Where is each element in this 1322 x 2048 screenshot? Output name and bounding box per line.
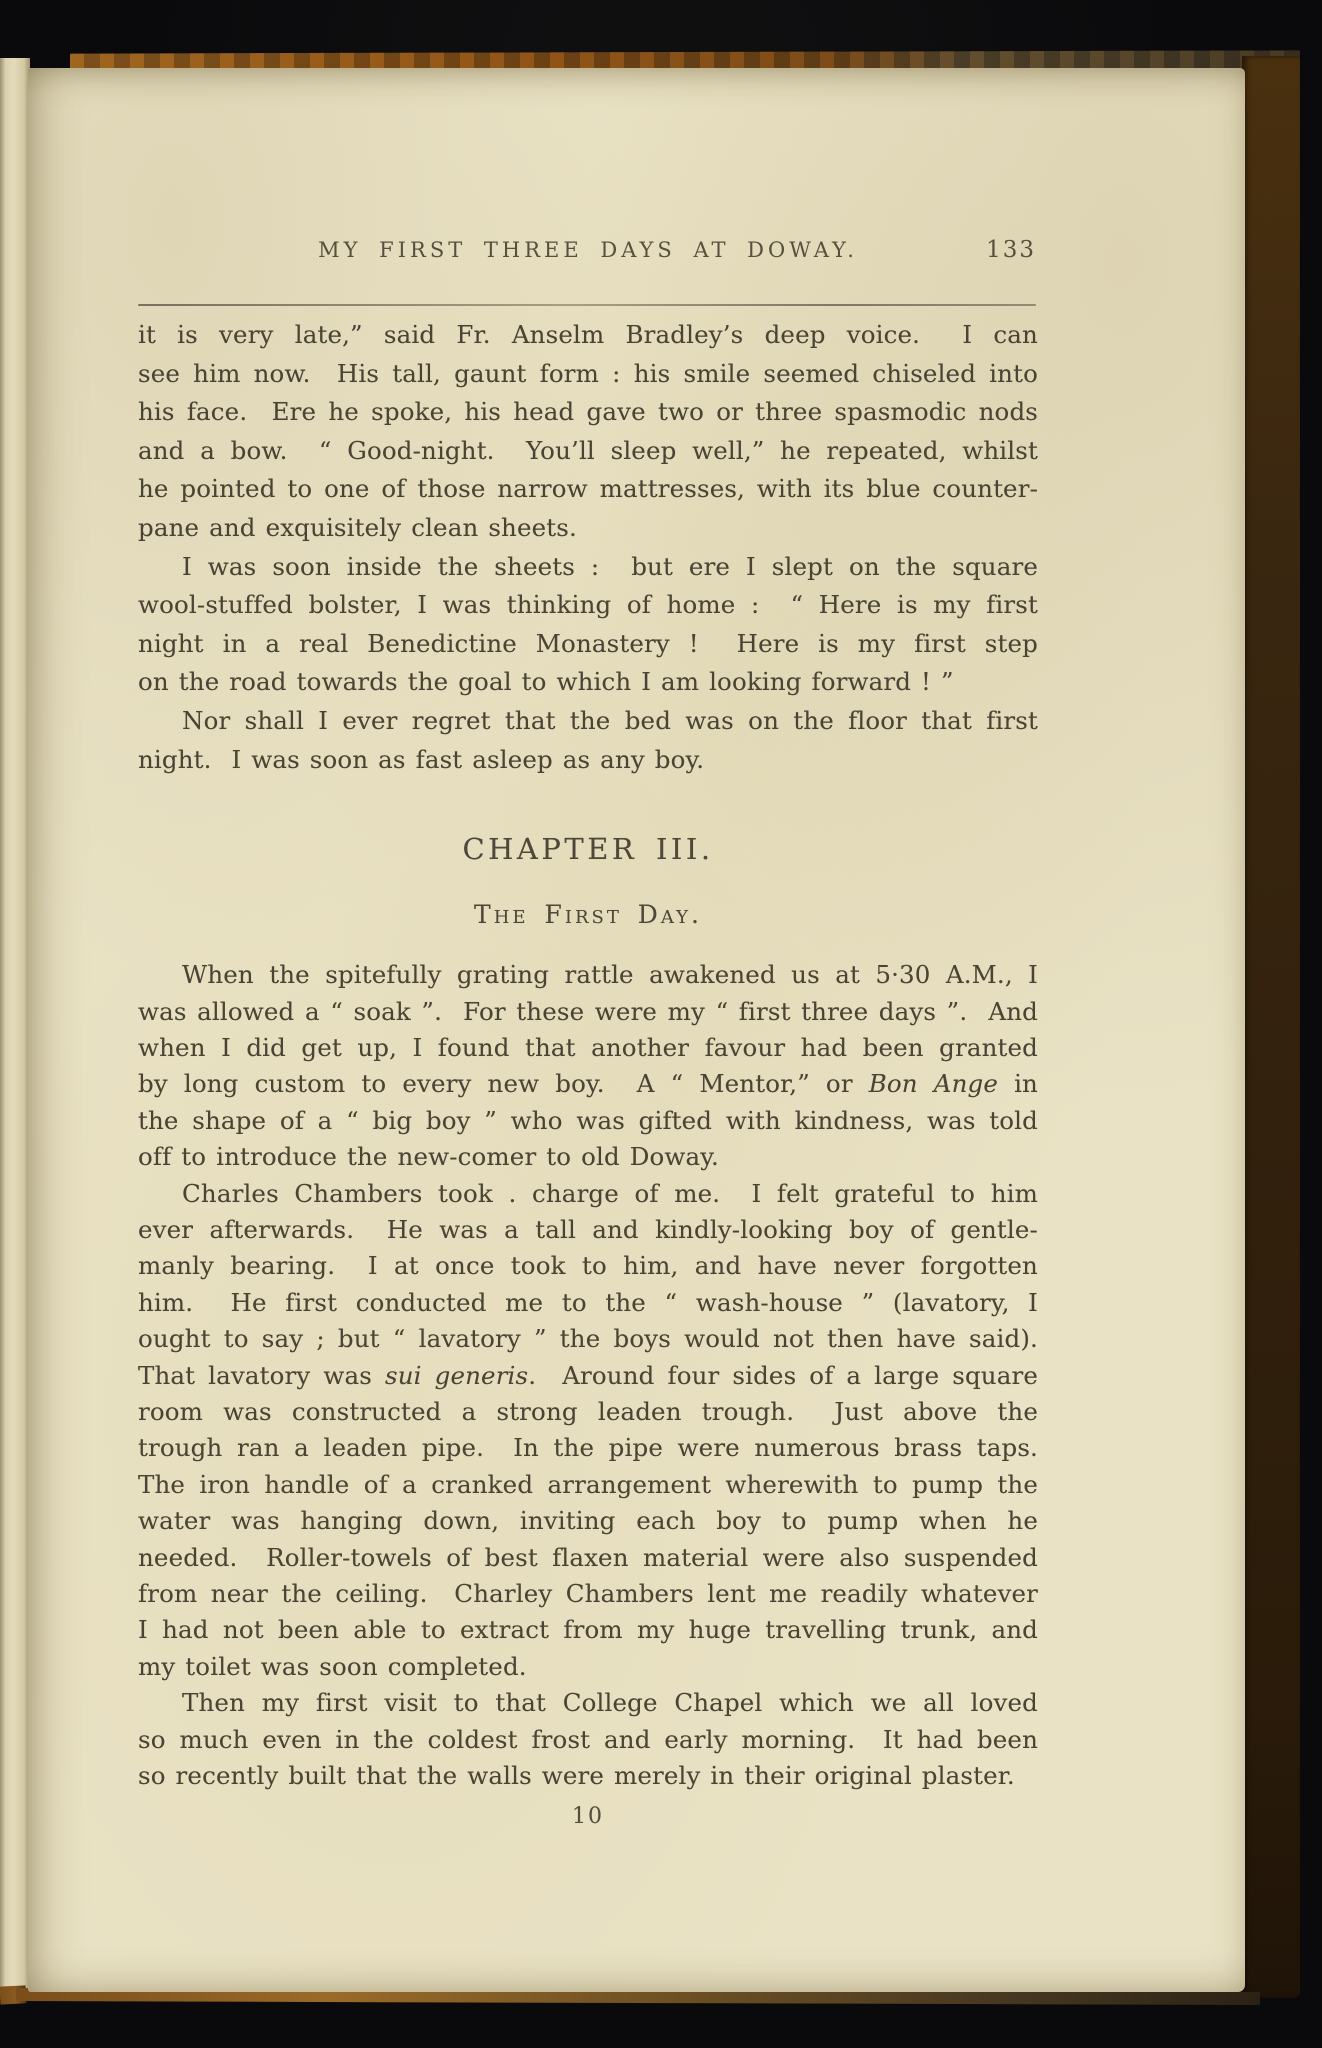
text-line: was allowed a “ soak ”. For these were my “ first three days ”. And (138, 996, 1038, 1026)
text-line: so much even in the coldest frost and early morning. It had been (138, 1724, 1038, 1754)
text-line: pane and exquisitely clean sheets. (138, 512, 577, 542)
text-line: from near the ceiling. Charley Chambers lent me readily whatever (138, 1579, 1038, 1609)
text-line: him. He first conducted me to the “ wash-house ” (lavatory, I (138, 1287, 1038, 1317)
paragraph (138, 702, 1038, 779)
running-header (138, 238, 1038, 262)
paragraph (138, 548, 1038, 702)
text-line: by long custom to every new boy. A “ Mentor,” or Bon Ange in (138, 1069, 1038, 1099)
page-stack-left-edge (0, 58, 30, 1996)
text-line: my toilet was soon completed. (138, 1651, 527, 1681)
text-line: off to introduce the new-comer to old Doway. (138, 1142, 719, 1172)
text-line: room was constructed a strong leaden trough. Just above the (138, 1397, 1038, 1426)
text-line: needed. Roller-towels of best flaxen material were also suspended (138, 1542, 1038, 1572)
text-line: night. I was soon as fast asleep as any boy. (138, 744, 705, 774)
paragraph (138, 1176, 1038, 1686)
running-title: MY FIRST THREE DAYS AT DOWAY. (318, 238, 858, 262)
text-line: I was soon inside the sheets : but ere I slept on the square (182, 551, 1038, 581)
signature: 10 (572, 1804, 604, 1830)
paragraph (138, 316, 1038, 548)
text-line: trough ran a leaden pipe. In the pipe were numerous brass taps. (138, 1433, 1038, 1463)
book-cover-right-edge (1242, 56, 1300, 1998)
text-line: when I did get up, I found that another favour had been granted (138, 1032, 1038, 1062)
text-block (138, 316, 1038, 1834)
paragraph (138, 1685, 1038, 1794)
text-line: I had not been able to extract from my huge travelling trunk, and (138, 1615, 1038, 1645)
text-line: The iron handle of a cranked arrangement wherewith to pump the (138, 1469, 1038, 1499)
text-line: manly bearing. I at once took to him, and have never forgotten (138, 1251, 1038, 1281)
page-number: 133 (986, 237, 1036, 263)
text-line: his face. Ere he spoke, his head gave two or three spasmodic nods (138, 397, 1038, 427)
paragraph (138, 957, 1038, 1175)
text-line: When the spitefully grating rattle awakened us at 5·30 A.M., I (182, 960, 1038, 990)
text-line: Charles Chambers took . charge of me. I felt grateful to him (182, 1178, 1038, 1208)
text-line: Then my first visit to that College Chapel which we all loved (182, 1688, 1038, 1718)
chapter-heading: CHAPTER III. (462, 832, 714, 867)
header-rule (138, 304, 1036, 306)
sub-heading: The First Day. (474, 900, 702, 930)
text-line: water was hanging down, inviting each boy to pump when he (138, 1506, 1038, 1536)
text-line: and a bow. “ Good-night. You’ll sleep well,” he repeated, whilst (138, 435, 1038, 465)
text-line: night in a real Benedictine Monastery ! Here is my first step (138, 628, 1038, 658)
text-line: so recently built that the walls were merely in their original plaster. (138, 1761, 1015, 1791)
text-line: ever afterwards. He was a tall and kindly-looking boy of gentle- (138, 1214, 1038, 1244)
text-line: ought to say ; but “ lavatory ” the boys would not then have said). (138, 1324, 1038, 1354)
text-line: see him now. His tall, gaunt form : his smile seemed chiseled into (138, 358, 1038, 388)
text-line: Nor shall I ever regret that the bed was on the floor that first (182, 705, 1038, 735)
book-page (28, 68, 1245, 1992)
text-line: it is very late,” said Fr. Anselm Bradley’s deep voice. I can (138, 320, 1038, 349)
text-line: That lavatory was sui generis. Around four sides of a large square (138, 1360, 1038, 1390)
text-line: on the road towards the goal to which I am looking forward ! ” (138, 667, 954, 697)
text-line: wool-stuffed bolster, I was thinking of home : “ Here is my first (138, 590, 1038, 620)
text-line: he pointed to one of those narrow mattresses, with its blue counter- (138, 474, 1038, 504)
text-line: the shape of a “ big boy ” who was gifted with kindness, was told (138, 1105, 1038, 1135)
